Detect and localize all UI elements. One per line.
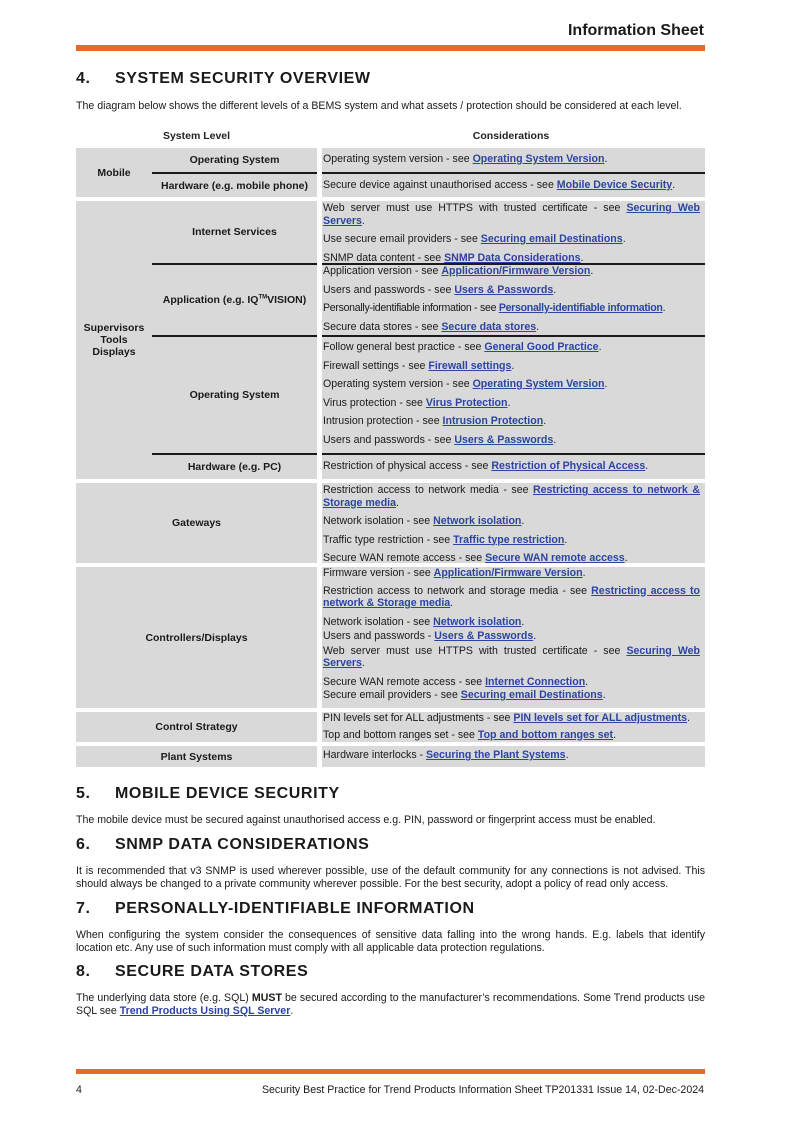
application-considerations [322,265,705,336]
controller-considerations [322,567,705,702]
section-8-heading [76,963,308,981]
consideration-link[interactable]: PIN levels set for ALL adjustments [513,712,688,724]
consideration-link[interactable]: Secure WAN remote access [485,552,625,564]
consideration-link[interactable]: Intrusion Protection [442,415,544,427]
consideration-text: Top and bottom ranges set - see [323,728,478,741]
group-label-displays: Displays [92,346,136,358]
consideration-item: Restriction of physical access - see Restriction of Physical Access. [323,460,649,472]
section-6-body: It is recommended that v3 SNMP is used wherever possible, use of the default community for any connections is not advised. This should always be changed to a private community wherever possible. For the best security, adopt a policy of read only access. [76,865,705,890]
section-number: 7. [76,900,91,917]
consideration-text: Network isolation - see [323,615,434,628]
consideration-link[interactable]: Mobile Device Security [556,179,673,191]
section-7-heading [76,900,475,918]
consideration-link[interactable]: Users & Passwords [454,433,554,446]
group-label-control-strategy: Control Strategy [155,721,238,733]
gateway-considerations [322,483,705,565]
consideration-text: Secure email providers - see [323,689,461,701]
section-title: SYSTEM SECURITY OVERVIEW [115,70,371,87]
section-number: 5. [76,785,91,802]
consideration-link[interactable]: Restricting access to network & Storage media [323,584,701,609]
consideration-text: Follow general best practice - see [323,341,485,353]
consideration-link[interactable]: Firewall settings [428,359,512,372]
header-title: Information Sheet [567,22,704,39]
consideration-link[interactable]: Network isolation [433,615,522,628]
consideration-text: Network isolation - see [323,515,434,527]
consideration-link[interactable]: Virus Protection [425,396,508,409]
consideration-item: SNMP data content - see SNMP Data Considerations. [323,251,584,264]
group-label-tools: Tools [100,334,128,346]
consideration-text: Users and passwords - see [323,433,455,446]
security-overview-table [76,126,705,771]
consideration-text: Use secure email providers - see [323,233,481,245]
consideration-link[interactable]: Application/Firmware Version [441,265,591,277]
consideration-text: Personally-identifiable information - see [323,302,499,314]
consideration-text: Restriction access to network and storage media - see [323,584,592,597]
footer-document-title: Security Best Practice for Trend Products Information Sheet TP201331 Issue 14, 02-Dec-2024 [261,1084,704,1096]
plant-systems-considerations [322,746,705,765]
footer-orange-bar [76,1069,705,1074]
consideration-item: Network isolation - see Network isolation. [323,515,525,527]
consideration-item: Follow general best practice - see General Good Practice. [323,341,602,353]
consideration-link[interactable]: Restriction of Physical Access [491,460,646,472]
consideration-text: Web server must use HTTPS with trusted certificate - see [323,644,627,657]
hardware-considerations [322,457,705,476]
group-gateways [76,483,705,563]
consideration-item: Intrusion protection - see Intrusion Protection. [323,415,547,427]
section-4-intro: The diagram below shows the different levels of a BEMS system and what assets / protection should be considered at each level. [76,100,682,112]
consideration-item: Network isolation - see Network isolation. [323,615,525,628]
consideration-link[interactable]: Securing email Destinations [480,233,623,245]
consideration-item: Operating system version - see Operating System Version. [323,153,608,165]
consideration-link[interactable]: Securing email Destinations [460,689,603,701]
section-title: SNMP DATA CONSIDERATIONS [115,836,370,853]
sublevel-label-internet: Internet Services [192,226,277,238]
consideration-text: Users and passwords - see [323,283,455,296]
consideration-link[interactable]: Securing the Plant Systems [426,749,566,761]
internet-considerations [322,201,705,264]
consideration-link[interactable]: Securing Web Servers [323,644,700,669]
consideration-text: Web server must use HTTPS with trusted certificate - see [323,202,627,214]
consideration-item: Use secure email providers - see Securing email Destinations. [323,233,626,245]
os-considerations [322,338,705,449]
consideration-text: Application version - see [323,265,442,277]
consideration-item: Firmware version - see Application/Firmware Version. [323,567,586,579]
body-emphasis: MUST [251,992,282,1004]
consideration-text: Virus protection - see [323,396,426,409]
consideration-item: Secure data stores - see Secure data stores. [323,320,540,333]
section-title: PERSONALLY-IDENTIFIABLE INFORMATION [115,900,475,917]
body-text: be secured according to the manufacturer’s recommendations. Some Trend products use SQL see [76,992,706,1017]
consideration-item: PIN levels set for ALL adjustments - see PIN levels set for ALL adjustments. [323,712,691,724]
consideration-link[interactable]: Users & Passwords [434,630,534,642]
consideration-item: Restriction access to network media - see Restricting access to network & Storage media. [323,484,700,509]
consideration-item: Secure device against unauthorised access - see Mobile Device Security. [323,179,676,191]
group-supervisors [76,201,705,479]
consideration-text: Intrusion protection - see [323,415,443,427]
section-number: 8. [76,963,91,980]
section-title: MOBILE DEVICE SECURITY [115,785,340,802]
group-plant-systems [76,746,705,767]
consideration-text: Secure device against unauthorised access - see [323,179,557,191]
column-header-considerations: Considerations [472,130,550,142]
column-header-system-level: System Level [162,130,231,142]
consideration-text: Firewall settings - see [323,359,429,372]
group-control-strategy [76,712,705,742]
consideration-item: Restriction access to network and storage media - see Restricting access to network & Storage media. [323,584,701,609]
consideration-link[interactable]: Operating System Version [472,378,605,390]
group-label-controllers: Controllers/Displays [145,631,248,644]
consideration-item: Top and bottom ranges set - see Top and bottom ranges set. [323,728,617,741]
page-number: 4 [76,1084,82,1096]
consideration-link[interactable]: Internet Connection [485,675,586,688]
consideration-link[interactable]: Network isolation [433,515,522,527]
consideration-text: Operating system version - see [323,153,473,165]
consideration-link[interactable]: General Good Practice [484,341,599,353]
section-6-heading [76,836,369,854]
consideration-link[interactable]: Securing Web Servers [323,202,700,227]
consideration-link[interactable]: Operating System Version [472,153,605,165]
sublevel-label-hardware: Hardware (e.g. mobile phone) [160,179,309,192]
consideration-item: Application version - see Application/Firmware Version. [323,265,594,277]
table-header [76,126,705,148]
header-orange-bar [76,45,705,51]
sublevel-label-os: Operating System [189,154,280,166]
consideration-text: Traffic type restriction - see [323,533,454,546]
consideration-link[interactable]: Application/Firmware Version [433,567,583,579]
group-label-gateways: Gateways [171,517,222,529]
consideration-link[interactable]: Personally-identifiable information [498,302,663,314]
consideration-item: Secure email providers - see Securing email Destinations. [323,689,606,701]
consideration-item: Traffic type restriction - see Traffic type restriction. [323,533,568,546]
section-number: 4. [76,70,91,87]
consideration-item: Web server must use HTTPS with trusted certificate - see Securing Web Servers. [323,644,700,669]
consideration-text: SNMP data content - see [323,251,445,264]
sublevel-label-os: Operating System [189,389,280,401]
consideration-item: Web server must use HTTPS with trusted certificate - see Securing Web Servers. [323,202,700,227]
group-controllers [76,567,705,708]
section-4-heading [76,70,371,88]
control-strategy-considerations [322,712,705,741]
consideration-text: Firmware version - see [323,567,434,579]
body-text: . [290,1005,294,1017]
consideration-text: Restriction of physical access - see [323,460,492,472]
consideration-text: Users and passwords - [323,630,435,642]
consideration-text: Secure WAN remote access - see [323,552,486,564]
group-label-supervisors: Supervisors [83,322,145,334]
consideration-text: Secure WAN remote access - see [323,675,486,688]
consideration-link[interactable]: SNMP Data Considerations [444,251,581,264]
section-5-heading [76,785,340,803]
consideration-item: Virus protection - see Virus Protection. [323,396,511,409]
consideration-text: Restriction access to network media - see [323,484,533,496]
consideration-text: Hardware interlocks - [323,749,427,761]
sublevel-label-hardware: Hardware (e.g. PC) [187,461,282,473]
consideration-item: Operating system version - see Operating System Version. [323,378,608,390]
consideration-link[interactable]: Users & Passwords [454,283,554,296]
consideration-link[interactable]: Secure data stores [441,320,537,333]
section-5-body: The mobile device must be secured against unauthorised access e.g. PIN, password or fingerprint access must be enabled. [76,814,656,826]
consideration-item: Hardware interlocks - Securing the Plant Systems. [323,749,569,761]
section-title: SECURE DATA STORES [115,963,309,980]
consideration-item: Secure WAN remote access - see Secure WAN remote access. [323,552,628,564]
consideration-item: Users and passwords - see Users & Passwords. [323,283,557,296]
consideration-link[interactable]: Top and bottom ranges set [477,728,614,741]
consideration-item: Firewall settings - see Firewall settings. [323,359,515,372]
section-8-body [76,992,705,1018]
sublevel-label-application: Application (e.g. IQ™VISION) [162,294,307,306]
consideration-item: Personally-identifiable information - see Personally-identifiable information. [323,302,666,314]
consideration-text: Operating system version - see [323,378,473,390]
sql-server-link[interactable]: Trend Products Using SQL Server [119,1005,291,1017]
section-number: 6. [76,836,91,853]
consideration-link[interactable]: Restricting access to network & Storage media [323,484,700,509]
consideration-item: Users and passwords - Users & Passwords. [323,630,537,642]
body-text: The underlying data store (e.g. SQL) [76,992,252,1004]
consideration-text: Secure data stores - see [323,320,442,333]
consideration-item: Secure WAN remote access - see Internet Connection. [323,675,589,688]
consideration-text: PIN levels set for ALL adjustments - see [323,712,514,724]
group-label-mobile: Mobile [97,166,131,179]
group-label-plant-systems: Plant Systems [160,750,233,763]
group-mobile [76,148,705,197]
consideration-link[interactable]: Traffic type restriction [453,533,565,546]
consideration-item: Users and passwords - see Users & Passwords. [323,433,557,446]
section-7-body: When configuring the system consider the consequences of sensitive data falling into the wrong hands. E.g. labels that identify location etc. Any use of such information must comply with all applicable data protection regulations. [76,929,705,954]
